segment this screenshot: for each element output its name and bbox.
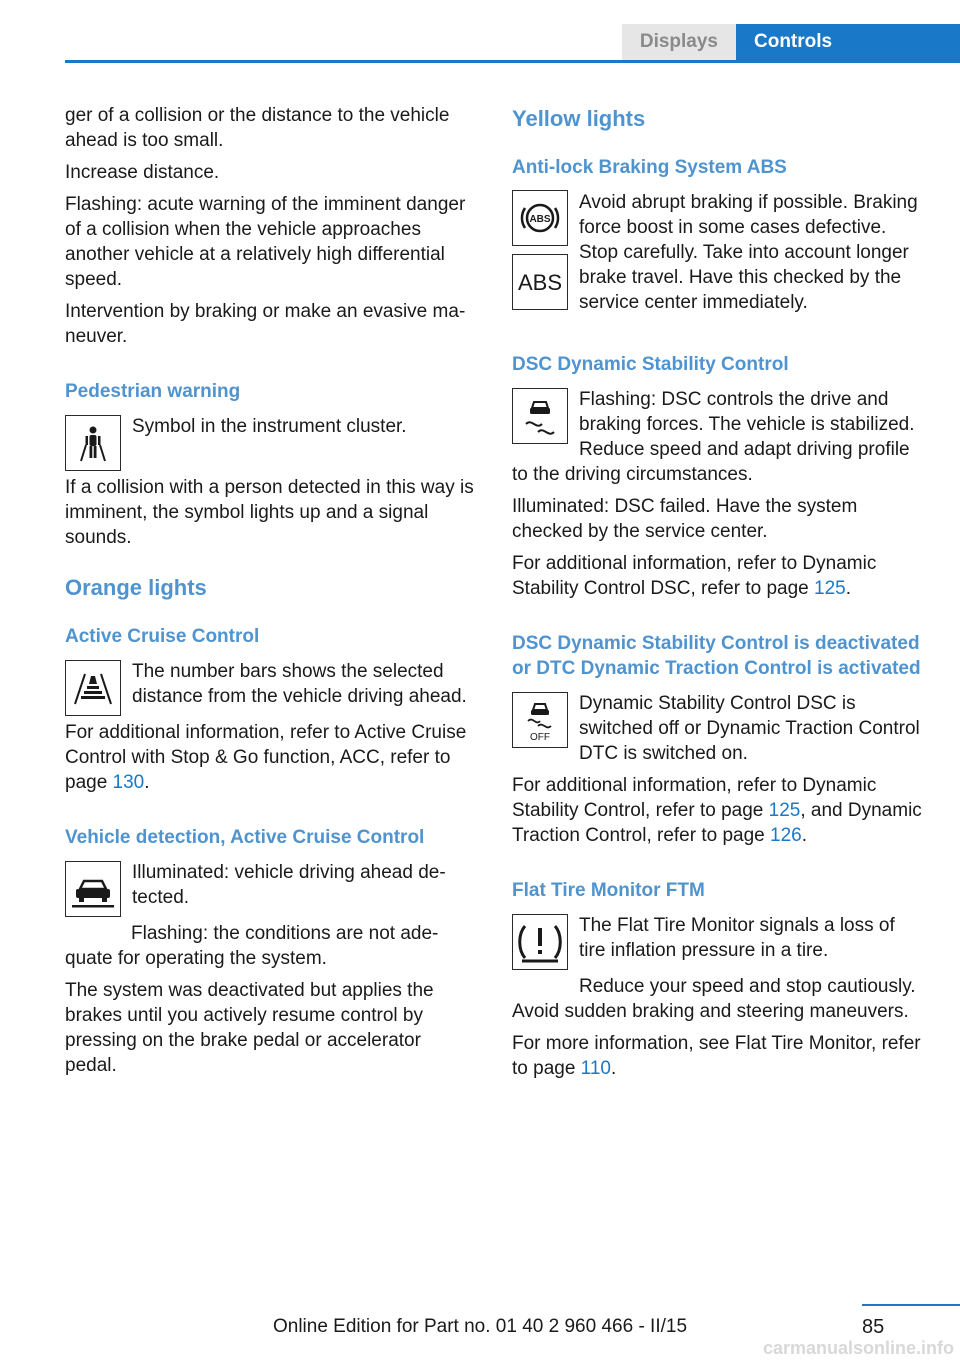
paragraph: ger of a collision or the distance to the vehicle ahead is too small. <box>65 105 450 151</box>
abs-circle-icon <box>512 190 568 246</box>
paragraph <box>65 720 475 795</box>
dsc-off-icon-text: OFF <box>530 732 550 742</box>
pedestrian-warning-icon <box>65 415 121 471</box>
active-cruise-control-text: The number bars shows the selected distance from the vehicle driving ahead. <box>132 661 467 707</box>
active-cruise-control-entry <box>65 659 475 720</box>
text: For additional information, refer to Dynamic Stability Control DSC, refer to page <box>512 553 877 599</box>
text: . <box>610 1058 617 1079</box>
flat-tire-icon <box>512 914 568 970</box>
dtc-entry <box>512 691 926 773</box>
pedestrian-warning-text: Symbol in the instrument cluster. <box>132 416 407 437</box>
paragraph: Intervention by braking or make an evasive maneuver. <box>65 301 466 347</box>
watermark: carmanualsonline.info <box>762 1338 954 1358</box>
tab-controls[interactable]: Controls <box>736 24 960 60</box>
left-column <box>65 103 475 1085</box>
footer-edition: Online Edition for Part no. 01 40 2 960 466 - II/15 <box>272 1316 688 1337</box>
dsc-entry <box>512 387 926 494</box>
text: For more information, see Flat Tire Monitor, refer to page <box>512 1033 921 1079</box>
abs-icon-stack <box>512 190 568 318</box>
vehicle-detection-entry <box>65 860 475 921</box>
abs-icon-label: ABS <box>517 269 563 295</box>
abs-text: Avoid abrupt braking if possible. Braking force boost in some cases defective. Stop carefully. Take into account longer brake travel. Have this checked by the service center immediately. <box>579 192 918 313</box>
vehicle-detection-heading: Vehicle detection, Active Cruise Control <box>65 827 425 848</box>
paragraph: Flashing: acute warning of the imminent danger of a collision when the vehicle approaches another vehicle at a relatively high differential speed. <box>65 194 466 290</box>
page-link[interactable]: 110 <box>580 1058 611 1079</box>
page-link[interactable]: 130 <box>112 772 145 793</box>
vehicle-detection-icon <box>65 861 121 917</box>
paragraph: Flashing: the conditions are not adequate for operating the system. <box>65 923 439 969</box>
paragraph: Increase distance. <box>65 162 220 183</box>
right-column <box>512 103 926 1088</box>
dsc-icon <box>512 388 568 444</box>
text: . <box>144 772 150 793</box>
abs-entry <box>512 190 926 322</box>
vehicle-detection-text: Illuminated: vehicle driving ahead detected. <box>132 862 446 908</box>
page-link[interactable]: 125 <box>814 578 846 599</box>
distance-bars-icon <box>65 660 121 716</box>
yellow-lights-heading: Yellow lights <box>512 106 646 131</box>
paragraph: Reduce your speed and stop cautiously. Avoid sudden braking and steering maneuvers. <box>512 976 916 1022</box>
paragraph: Illuminated: DSC failed. Have the system checked by the service center. <box>512 496 858 542</box>
page-link[interactable]: 125 <box>768 800 801 821</box>
page-number-rule <box>862 1304 960 1306</box>
dsc-off-icon <box>512 692 568 748</box>
paragraph <box>512 773 926 848</box>
dsc-heading: DSC Dynamic Stability Control <box>512 354 789 375</box>
abs-heading: Anti-lock Braking System ABS <box>512 157 787 178</box>
abs-icon-text: ABS <box>529 214 551 225</box>
abs-text-icon <box>512 254 568 310</box>
text: . <box>801 825 808 846</box>
dtc-text: Dynamic Stability Control DSC is switched off or Dynamic Traction Control DTC is switched on. <box>579 693 920 764</box>
ftm-heading: Flat Tire Monitor FTM <box>512 880 705 901</box>
header-rule <box>65 60 960 63</box>
text: , and Dynamic Traction Control, refer to page <box>512 800 922 846</box>
page-number: 85 <box>862 1316 885 1338</box>
tab-displays[interactable]: Displays <box>622 24 736 60</box>
ftm-text: The Flat Tire Monitor signals a loss of tire inflation pressure in a tire. <box>579 915 895 961</box>
paragraph: The system was deactivated but applies the brakes until you actively resume control by pressing on the brake pedal or accelerator pedal. <box>65 980 434 1076</box>
orange-lights-heading: Orange lights <box>65 575 207 600</box>
pedestrian-warning-heading: Pedestrian warning <box>65 381 241 402</box>
pedestrian-warning-entry <box>65 414 475 475</box>
paragraph <box>512 1031 926 1081</box>
header-tabs <box>622 24 960 60</box>
page-link[interactable]: 126 <box>770 825 802 846</box>
paragraph: If a collision with a person detected in this way is imminent, the symbol lights up and a signal sounds. <box>65 477 474 548</box>
dtc-heading: DSC Dynamic Stability Control is deactivated or DTC Dynamic Traction Control is activated <box>512 633 921 679</box>
text: . <box>845 578 852 599</box>
text: For additional information, refer to Active Cruise Control with Stop & Go function, ACC, refer to page <box>65 722 467 793</box>
text: For additional information, refer to Dynamic Stability Control, refer to page <box>512 775 877 821</box>
active-cruise-control-heading: Active Cruise Control <box>65 626 260 647</box>
dsc-text: Flashing: DSC controls the drive and braking forces. The vehicle is stabilized. Reduce speed and adapt driving profile to the driving circumstances. <box>512 389 915 485</box>
ftm-entry <box>512 913 926 974</box>
paragraph <box>512 551 926 601</box>
